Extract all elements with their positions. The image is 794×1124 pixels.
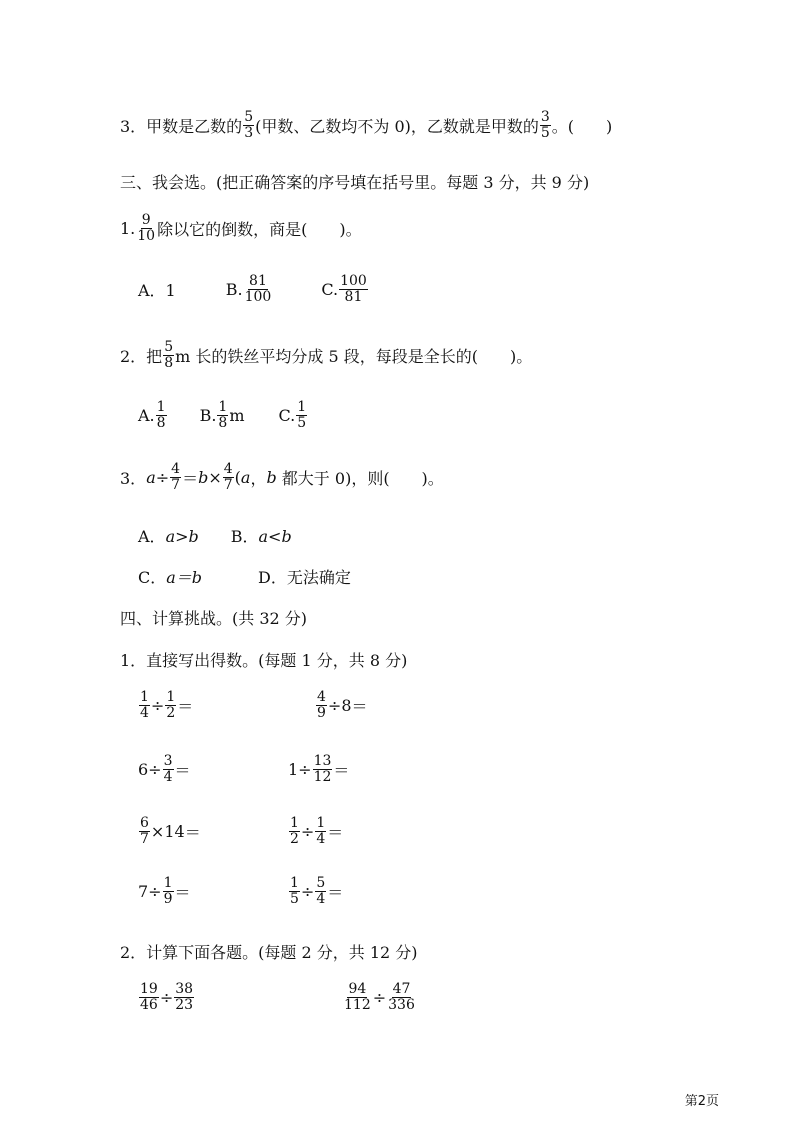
fraction: $\frac{81}{100}$ (244, 273, 272, 305)
calc-item (138, 754, 191, 784)
option-a[interactable] (138, 400, 168, 430)
option-b-text: a<b (258, 527, 292, 546)
question-text: 2．把 (120, 346, 163, 366)
choice-question-2 (120, 340, 532, 370)
question-text: 都大于 0)，则( )。 (276, 468, 444, 488)
fraction: $\frac{19}{46}$ (140, 981, 158, 1013)
comma: ， (250, 468, 267, 488)
answer-paren[interactable]: 。( ) (551, 116, 613, 136)
fraction: $\frac{1}{4}$ (316, 815, 326, 847)
operator: ÷ (372, 987, 387, 1007)
calc-item (138, 876, 191, 906)
operand: 7÷ (138, 881, 162, 901)
option-b-label: B. (199, 405, 217, 425)
operand: 1÷ (288, 759, 312, 779)
equals-sign: ＝ (351, 696, 368, 716)
question-text: m 长的铁丝平均分成 5 段，每段是全长的( )。 (175, 346, 533, 366)
choice-q2-options (138, 400, 308, 430)
divide-sign: ÷ (155, 467, 170, 487)
fraction: $\frac{4}{7}$ (171, 461, 181, 493)
fraction: $\frac{4}{9}$ (317, 689, 326, 721)
fraction: $\frac{4}{7}$ (223, 461, 233, 493)
option-c-label: C. (321, 279, 339, 299)
equals-sign: ＝ (174, 760, 191, 780)
option-a-text: a>b (165, 527, 199, 546)
equals-sign: ＝ (327, 882, 344, 902)
option-c[interactable] (138, 565, 202, 588)
question-text: 除以它的倒数，商是( )。 (157, 219, 362, 239)
option-a[interactable] (138, 524, 199, 547)
q3-text-b: (甲数、乙数均不为 0)，乙数就是甲数的 (255, 116, 539, 136)
variable-b: b (266, 467, 277, 487)
calc-item (315, 690, 368, 720)
fraction: $\frac{94}{112}$ (344, 981, 371, 1013)
option-b[interactable] (231, 524, 292, 547)
fraction: $\frac{3}{4}$ (163, 753, 173, 785)
choice-q1-options (138, 274, 369, 304)
fraction: $\frac{47}{336}$ (388, 981, 415, 1013)
section-3-title (120, 170, 589, 193)
operator: ÷8 (327, 695, 352, 715)
section-4-title (120, 606, 307, 629)
fraction: $\frac{5}{4}$ (316, 875, 326, 907)
operator: ÷ (150, 695, 165, 715)
calc-item (288, 816, 343, 846)
question-number: 3． (120, 468, 147, 488)
fraction: $\frac{1}{2}$ (290, 815, 299, 847)
calc-item (288, 754, 349, 784)
section-4-title-text: 四、计算挑战。(共 32 分) (120, 609, 308, 628)
option-a-label: A． (138, 527, 166, 546)
variable-a: a (146, 467, 156, 487)
option-c[interactable] (279, 400, 309, 430)
choice-q3-options-row2 (138, 565, 351, 588)
question-3-judgement (120, 110, 612, 140)
choice-question-3 (120, 462, 444, 492)
page-number: 第2页 (684, 1094, 719, 1109)
operator: ÷ (300, 881, 315, 901)
fraction: $\frac{38}{23}$ (175, 981, 194, 1013)
section-3-title-text: 三、我会选。(把正确答案的序号填在括号里。每题 3 分，共 9 分) (120, 173, 590, 192)
variable-a: a (240, 467, 251, 487)
option-c-label: C. (278, 405, 296, 425)
calc-item (288, 876, 343, 906)
fraction: $\frac{6}{7}$ (140, 815, 149, 847)
subsection-1-title (120, 648, 407, 671)
operator: ÷ (300, 821, 315, 841)
option-a[interactable]: A．1 (138, 280, 176, 300)
fraction: $\frac{1}{2}$ (166, 689, 176, 721)
fraction: $\frac{13}{12}$ (313, 753, 332, 785)
fraction: $\frac{1}{9}$ (163, 875, 173, 907)
q3-text-a: 3．甲数是乙数的 (120, 116, 243, 136)
option-b-label: B. (225, 279, 243, 299)
choice-q3-options-row1 (138, 524, 292, 547)
option-b-unit: m (229, 405, 245, 425)
equals-sign: ＝ (327, 822, 344, 842)
fraction: $\frac{100}{81}$ (340, 273, 367, 305)
calc2-item (138, 982, 195, 1012)
operand: 6÷ (138, 759, 162, 779)
option-d[interactable]: D．无法确定 (258, 568, 351, 587)
operator: ×14 (150, 821, 185, 841)
equals-sign: ＝ (174, 882, 191, 902)
fraction: $\frac{1}{4}$ (140, 689, 149, 721)
option-b-label: B． (230, 527, 259, 546)
fraction: $\frac{5}{8}$ (164, 339, 174, 371)
subsection-2-title-text: 2．计算下面各题。(每题 2 分，共 12 分) (120, 943, 418, 962)
fraction: $\frac{1}{5}$ (290, 875, 299, 907)
operator: ÷ (159, 987, 174, 1007)
option-c-text: a＝b (166, 568, 203, 587)
fraction: $\frac{3}{5}$ (540, 109, 550, 141)
option-a-label: A. (138, 405, 155, 425)
option-b[interactable] (226, 274, 274, 304)
calc-item (138, 690, 193, 720)
fraction: $\frac{9}{10}$ (137, 212, 156, 244)
calc2-item (342, 982, 417, 1012)
variable-b: b (198, 467, 209, 487)
times-sign: × (208, 467, 222, 487)
fraction: $\frac{5}{3}$ (244, 109, 254, 141)
subsection-1-title-text: 1．直接写出得数。(每题 1 分，共 8 分) (120, 651, 408, 670)
fraction: $\frac{1}{8}$ (218, 399, 228, 431)
question-number: 1. (120, 218, 136, 238)
equals-sign: ＝ (177, 696, 194, 716)
calc-item (138, 816, 201, 846)
fraction: $\frac{1}{8}$ (156, 399, 166, 431)
option-c-label: C． (138, 568, 167, 587)
equals-sign: ＝ (182, 468, 199, 488)
equals-sign: ＝ (333, 760, 350, 780)
option-c[interactable] (321, 274, 369, 304)
option-b[interactable] (200, 400, 245, 430)
choice-question-1 (120, 213, 362, 243)
fraction: $\frac{1}{5}$ (297, 399, 307, 431)
equals-sign: ＝ (184, 822, 201, 842)
paren: ( (234, 467, 241, 487)
subsection-2-title (120, 940, 418, 963)
